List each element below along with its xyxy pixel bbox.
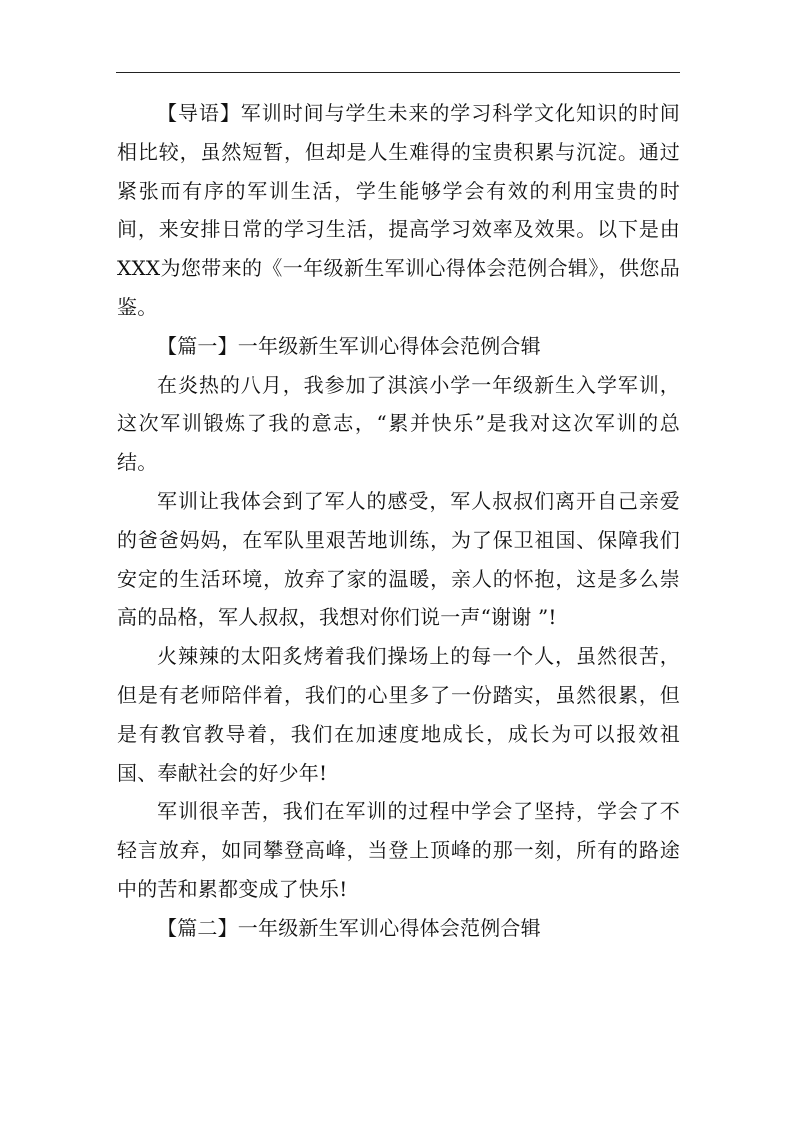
body-paragraph: 军训很辛苦，我们在军训的过程中学会了坚持，学会了不轻言放弃，如同攀登高峰，当登上顶峰的那一刻，所有的路途中的苦和累都变成了快乐! — [117, 799, 680, 901]
body-paragraph: 在炎热的八月，我参加了淇滨小学一年级新生入学军训，这次军训锻炼了我的意志，“累并快乐”是我对这次军训的总结。 — [117, 372, 680, 475]
body-paragraph: 火辣辣的太阳炙烤着我们操场上的每一个人，虽然很苦，但是有老师陪伴着，我们的心里多了一份踏实，虽然很累，但是有教官教导着，我们在加速度地成长，成长为可以报效祖国、奉献社会的好少年! — [117, 644, 680, 785]
intro-paragraph: 【导语】军训时间与学生未来的学习科学文化知识的时间相比较，虽然短暂，但却是人生难得的宝贵积累与沉淀。通过紧张而有序的军训生活，学生能够学会有效的利用宝贵的时间，来安排日常的学习生活，提高学习效率及效果。以下是由XXX为您带来的《一年级新生军训心得体会范例合辑》，供您品鉴。 — [117, 101, 680, 319]
section-heading-2: 【篇二】一年级新生军训心得体会范例合辑 — [157, 915, 541, 940]
section-heading-1: 【篇一】一年级新生军训心得体会范例合辑 — [157, 333, 541, 358]
header-rule — [116, 72, 680, 73]
body-paragraph: 军训让我体会到了军人的感受，军人叔叔们离开自己亲爱的爸爸妈妈，在军队里艰苦地训练，为了保卫祖国、保障我们安定的生活环境，放弃了家的温暖，亲人的怀抱，这是多么崇高的品格，军人叔叔，我想对你们说一声“谢谢 ”! — [117, 488, 680, 630]
document-body — [117, 94, 680, 948]
